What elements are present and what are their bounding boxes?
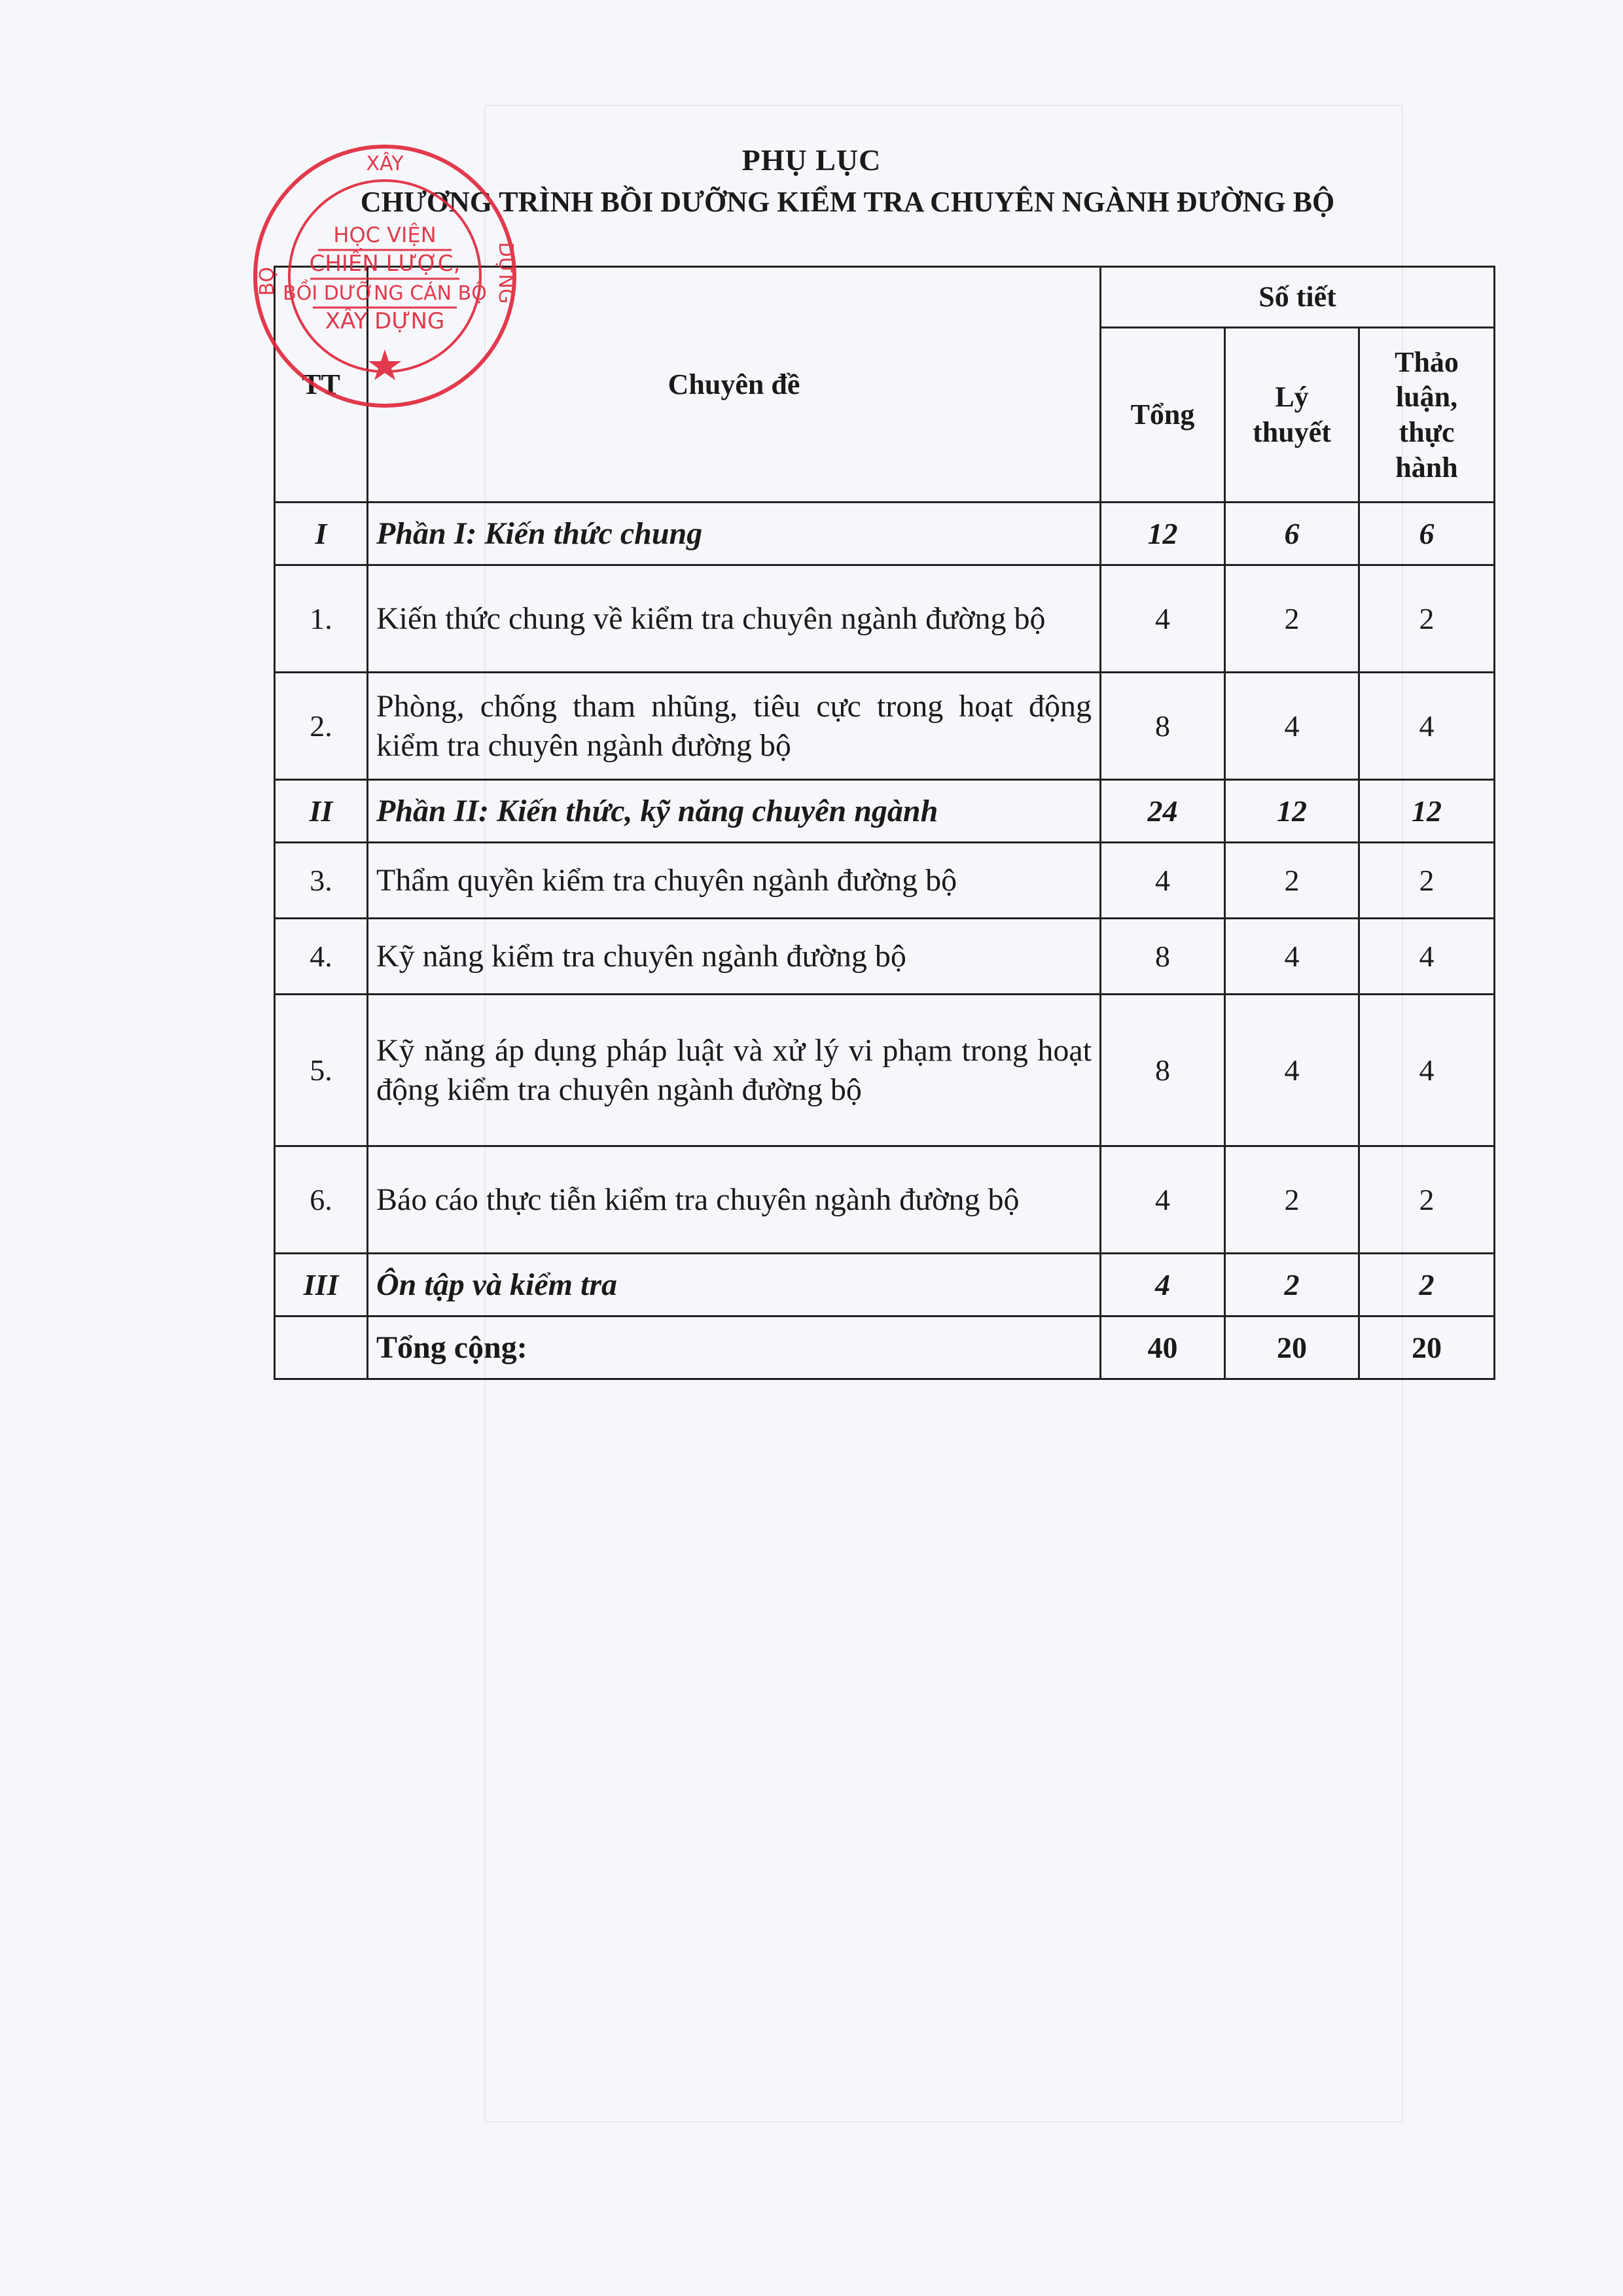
seal-left-text: BỘ: [256, 266, 279, 296]
row-topic: Phần I: Kiến thức chung: [368, 503, 1101, 565]
row-topic: Phần II: Kiến thức, kỹ năng chuyên ngành: [368, 780, 1101, 843]
table-row: [275, 1254, 1495, 1316]
row-tt: 5.: [275, 995, 368, 1146]
curriculum-table: [274, 266, 1495, 1380]
row-tt: I: [275, 503, 368, 565]
row-practice: 4: [1359, 919, 1495, 995]
header-theory: Lý thuyết: [1225, 328, 1359, 503]
seal-line4: XÂY DỰNG: [325, 308, 445, 334]
row-practice: 4: [1359, 995, 1495, 1146]
row-topic: Báo cáo thực tiễn kiểm tra chuyên ngành đường bộ: [368, 1146, 1101, 1254]
row-total: 4: [1101, 565, 1225, 673]
table-row: [275, 919, 1495, 995]
header-tt: TT: [275, 267, 368, 503]
row-practice: 2: [1359, 1254, 1495, 1316]
grand-total-row: [275, 1316, 1495, 1379]
program-title-text: CHƯƠNG TRÌNH BỒI DƯỠNG KIỂM TRA CHUYÊN NGÀNH ĐƯỜNG BỘ: [360, 186, 1335, 218]
header-total: Tổng: [1101, 328, 1225, 503]
header-topic: Chuyên đề: [368, 267, 1101, 503]
row-total: 4: [1101, 1146, 1225, 1254]
row-total: 8: [1101, 995, 1225, 1146]
seal-line2: CHIẾN LƯỢC,: [309, 251, 461, 277]
table-row: [275, 503, 1495, 565]
row-practice: 2: [1359, 1146, 1495, 1254]
table-row: [275, 1146, 1495, 1254]
seal-right-text: DỰNG: [494, 241, 517, 304]
row-practice: 2: [1359, 843, 1495, 919]
row-total: 8: [1101, 673, 1225, 780]
row-tt: II: [275, 780, 368, 843]
row-practice: 6: [1359, 503, 1495, 565]
row-theory: 6: [1225, 503, 1359, 565]
row-tt: III: [275, 1254, 368, 1316]
row-theory: 12: [1225, 780, 1359, 843]
grand-total-label: Tổng cộng:: [368, 1316, 1101, 1379]
table-row: [275, 780, 1495, 843]
row-tt: 2.: [275, 673, 368, 780]
appendix-heading: PHỤ LỤC: [741, 143, 882, 177]
row-tt: 1.: [275, 565, 368, 673]
row-topic: Kiến thức chung về kiểm tra chuyên ngành đường bộ: [368, 565, 1101, 673]
program-title: [0, 185, 1623, 219]
row-practice: 12: [1359, 780, 1495, 843]
row-topic: Ôn tập và kiểm tra: [368, 1254, 1101, 1316]
row-theory: 4: [1225, 919, 1359, 995]
grand-total-theory: 20: [1225, 1316, 1359, 1379]
header-periods: Số tiết: [1101, 267, 1495, 328]
row-theory: 2: [1225, 565, 1359, 673]
row-tt-empty: [275, 1316, 368, 1379]
row-theory: 2: [1225, 1254, 1359, 1316]
row-tt: 6.: [275, 1146, 368, 1254]
row-topic: Kỹ năng kiểm tra chuyên ngành đường bộ: [368, 919, 1101, 995]
row-total: 4: [1101, 1254, 1225, 1316]
row-theory: 2: [1225, 843, 1359, 919]
row-tt: 3.: [275, 843, 368, 919]
row-topic: Phòng, chống tham nhũng, tiêu cực trong hoạt động kiểm tra chuyên ngành đường bộ: [368, 673, 1101, 780]
row-total: 4: [1101, 843, 1225, 919]
row-theory: 4: [1225, 995, 1359, 1146]
seal-top-text: XÂY: [366, 152, 404, 175]
row-total: 12: [1101, 503, 1225, 565]
grand-total-total: 40: [1101, 1316, 1225, 1379]
row-practice: 2: [1359, 565, 1495, 673]
row-topic: Thẩm quyền kiểm tra chuyên ngành đường bộ: [368, 843, 1101, 919]
table-row: [275, 843, 1495, 919]
seal-line1: HỌC VIỆN: [333, 222, 437, 247]
row-total: 24: [1101, 780, 1225, 843]
row-topic: Kỹ năng áp dụng pháp luật và xử lý vi phạm trong hoạt động kiểm tra chuyên ngành đường bộ: [368, 995, 1101, 1146]
grand-total-practice: 20: [1359, 1316, 1495, 1379]
row-practice: 4: [1359, 673, 1495, 780]
row-tt: 4.: [275, 919, 368, 995]
row-theory: 2: [1225, 1146, 1359, 1254]
row-total: 8: [1101, 919, 1225, 995]
seal-line3: BỒI DƯỠNG CÁN BỘ: [283, 282, 487, 305]
table-row: [275, 995, 1495, 1146]
header-practice: Thảo luận, thực hành: [1359, 328, 1495, 503]
table-row: [275, 565, 1495, 673]
row-theory: 4: [1225, 673, 1359, 780]
table-row: [275, 673, 1495, 780]
